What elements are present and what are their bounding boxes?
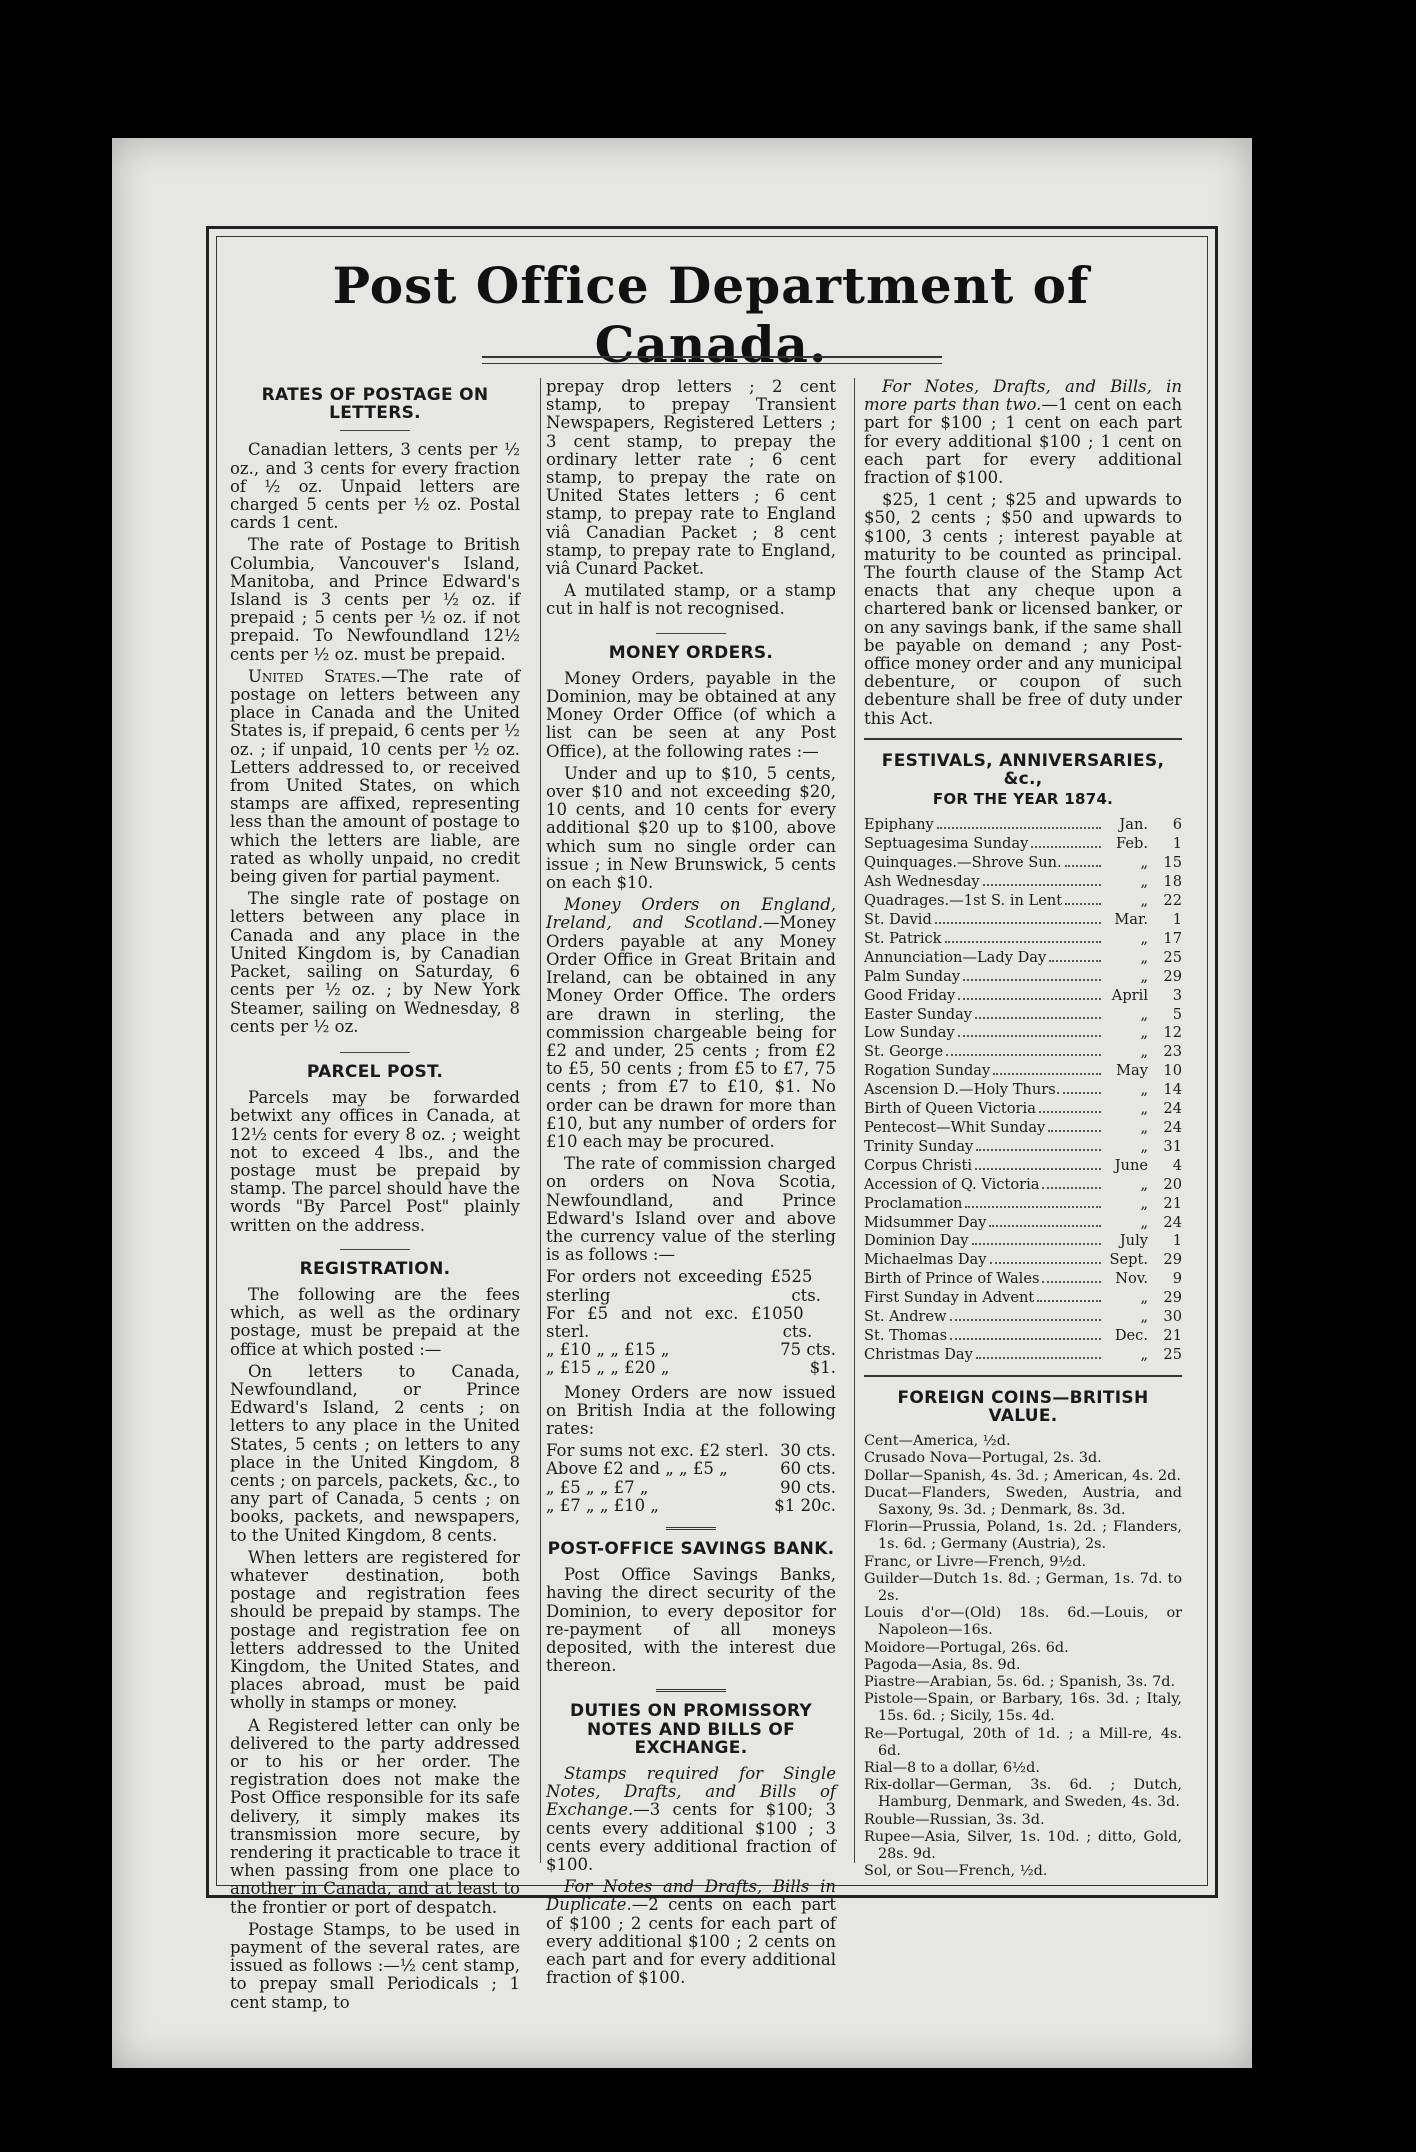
festival-row [864,987,1182,1006]
money-orders-heading: MONEY ORDERS. [608,642,774,663]
coin-entry: Louis d'or—(Old) 18s. 6d.—Louis, or Napoleon—16s. [864,1605,1182,1639]
leader-dots [975,1168,1101,1170]
festival-day: 29 [1163,1251,1182,1269]
festival-row [864,1100,1182,1119]
parcel-post-heading: PARCEL POST. [306,1061,444,1082]
festival-month: „ [1140,854,1148,872]
leader-dots [958,1035,1101,1037]
coin-entry: Pistole—Spain, or Barbary, 16s. 3d. ; Italy, 15s. 6d. ; Sicily, 15s. 4d. [864,1691,1182,1725]
festivals-subheading: FOR THE YEAR 1874. [932,790,1114,809]
festival-month: Mar. [1114,911,1148,928]
festival-row [864,1176,1182,1195]
festival-row [864,1346,1182,1365]
festival-day: 6 [1172,816,1182,834]
festival-month: April [1111,986,1148,1004]
money-orders-england-lead: Money Orders on England, Ireland, and Scotland. [546,895,836,933]
coin-entry: Rouble—Russian, 3s. 3d. [864,1811,1045,1828]
festival-day: 31 [1163,1137,1182,1155]
rate-row: For £5 and not exc. £10 sterl. 50 cts. [546,1303,813,1341]
coin-entry: Piastre—Arabian, 5s. 6d. ; Spanish, 3s. 7d. [864,1674,1176,1690]
festival-row [864,873,1182,892]
festival-day: 3 [1172,986,1182,1004]
festival-day: 15 [1163,854,1182,872]
festivals-heading: FESTIVALS, ANNIVERSARIES, &c., [881,750,1165,790]
coin-entry: Guilder—Dutch 1s. 8d. ; German, 1s. 7d. to 2s. [864,1570,1182,1604]
festival-month: „ [1140,892,1148,910]
festival-name: Trinity Sunday [864,1137,974,1155]
title-rule [482,356,942,364]
coin-entry: Rix-dollar—German, 3s. 6d. ; Dutch, Hamburg, Denmark, and Sweden, 4s. 3d. [864,1777,1182,1811]
festival-day: 29 [1163,1289,1182,1307]
festival-month: „ [1140,1213,1148,1231]
coin-entry: Crusado Nova—Portugal, 2s. 3d. [864,1450,1102,1467]
coin-entry: Florin—Prussia, Poland, 1s. 2d. ; Flanders, 1s. 6d. ; Germany (Austria), 2s. [864,1519,1182,1553]
festival-row [864,892,1182,911]
festival-month: „ [1140,929,1148,947]
rates-heading: RATES OF POSTAGE ON LETTERS. [261,385,489,424]
festival-row [864,1062,1182,1081]
leader-dots [950,1338,1101,1340]
rate-row: „ £7 „ „ £10 „ $1 20c. [546,1495,836,1515]
leader-dots [963,979,1101,981]
festival-name: Proclamation [864,1194,963,1212]
festival-name: Rogation Sunday [864,1062,991,1080]
festival-name: Birth of Prince of Wales [864,1270,1040,1288]
section-rule [656,633,726,634]
leader-dots [1039,1111,1101,1113]
festival-day: 29 [1163,967,1182,985]
rates-paragraph-1: Canadian letters, 3 cents per ½ oz., and 3 cents for every fraction of ½ oz. Unpaid letters are charged 5 cents per ½ oz. Postal cards 1 cent. [230,440,520,533]
section-rule [340,430,410,431]
foreign-coins-heading: FOREIGN COINS—BRITISH VALUE. [897,1387,1149,1426]
festival-name: Epiphany [864,816,934,834]
festival-row [864,1138,1182,1157]
duties-single-text: —3 cents for $100; 3 cents every additional $100 ; 3 cents every additional fraction of $100. [546,1800,836,1875]
festival-month: Dec. [1114,1326,1148,1344]
festival-row [864,911,1182,930]
duties-paragraph-4: $25, 1 cent ; $25 and upwards to $50, 2 cents ; $50 and upwards to $100, 3 cents ; interest payable at maturity to be counted as principal. The fourth clause of the Stamp Act enacts that any cheque upon a chartered bank or licensed banker, or on any savings bank, if the same shall be payable on demand ; any Post-office money order and any municipal debenture, or coupon of such debenture shall be free of duty under this Act. [864,490,1182,728]
registration-paragraph-3: When letters are registered for whatever destination, both postage and registration fees should be prepaid by stamps. The postage and registration fee on letters addressed to the United Kingdom, the United States, and places abroad, must be paid wholly in stamps or money. [230,1547,520,1713]
festival-day: 22 [1163,892,1182,910]
festival-name: First Sunday in Advent [864,1289,1035,1307]
coin-entry: Rupee—Asia, Silver, 1s. 10d. ; ditto, Gold, 28s. 9d. [864,1828,1182,1863]
festival-name: Midsummer Day [864,1213,987,1231]
stamps-continued-paragraph: prepay drop letters ; 2 cent stamp, to prepay Transient Newspapers, Registered Letters ; 3 cent stamp, to prepay the ordinary letter rate ; 6 cent stamp, to prepay the rate on United States letters ; 6 cent stamp, to prepay rate to England viâ Canadian Packet ; 8 cent stamp, to prepay rate to England, viâ Cunard Packet. [546,377,836,579]
festival-month: „ [1140,1005,1148,1023]
column-2 [546,378,836,1991]
festival-month: June [1114,1156,1148,1174]
united-states-lead: United States. [248,666,381,686]
duties-paragraph-1 [546,1765,836,1874]
festival-day: 9 [1172,1270,1182,1288]
festival-month: Feb. [1116,835,1148,853]
festival-day: 25 [1163,948,1182,966]
rates-paragraph-2: The rate of Postage to British Columbia, Vancouver's Island, Manitoba, and Prince Edward's Island is 3 cents per ½ oz. if prepaid ; 5 cents per ½ oz. if not prepaid. To Newfoundland 12½ cents per ½ oz. must be prepaid. [230,535,520,664]
festival-row [864,1024,1182,1043]
festival-day: 1 [1172,911,1182,928]
leader-dots [993,1073,1101,1075]
festival-name: Quinquages.—Shrove Sun. [864,854,1062,872]
section-rule [666,1527,716,1530]
rate-row: „ £5 „ „ £7 „ 90 cts. [546,1477,836,1497]
festival-month: „ [1140,967,1148,985]
leader-dots [958,998,1101,1000]
mutilated-stamp-paragraph: A mutilated stamp, or a stamp cut in half is not recognised. [546,581,836,619]
duties-multi-lead: For Notes, Drafts, and Bills, in more parts than two. [864,377,1182,415]
section-rule [864,1375,1182,1377]
column-1 [230,378,520,2016]
coin-entry: Dollar—Spanish, 4s. 3d. ; American, 4s. 2d. [864,1467,1181,1484]
festival-name: Dominion Day [864,1232,969,1250]
leader-dots [976,1357,1101,1359]
festival-day: 25 [1163,1345,1182,1363]
festival-month: May [1116,1062,1148,1080]
festival-row [864,949,1182,968]
festival-day: 21 [1163,1194,1182,1212]
festival-row [864,854,1182,873]
festival-row [864,1270,1182,1289]
leader-dots [937,827,1101,829]
leader-dots [950,1319,1101,1321]
duties-paragraph-3 [864,378,1182,487]
festival-month: Jan. [1119,816,1148,834]
coin-entry: Moidore—Portugal, 26s. 6d. [864,1639,1069,1656]
festival-month: July [1119,1232,1148,1250]
festival-day: 12 [1163,1024,1182,1042]
festival-day: 30 [1163,1308,1182,1326]
festival-month: Nov. [1115,1270,1148,1288]
festival-name: Annunciation—Lady Day [864,948,1047,966]
festival-row [864,816,1182,835]
united-states-text: —The rate of postage on letters between any place in Canada and the United States is, if prepaid, 6 cents per ½ oz. ; if unpaid, 10 cents per ½ oz. Letters addressed to, or received from United States, on which stamps are affixed, representing less than the amount of postage to which the letters are liable, are rated as wholly unpaid, no credit being given for partial payment. [230,666,520,887]
leader-dots [1042,1281,1101,1283]
money-orders-paragraph-3 [546,896,836,1151]
leader-dots [1037,1300,1101,1302]
rates-paragraph-3 [230,668,520,886]
festival-name: Pentecost—Whit Sunday [864,1118,1046,1136]
rate-row: Above £2 and „ „ £5 „ 60 cts. [546,1459,836,1479]
festival-row [864,1232,1182,1251]
festival-row [864,1043,1182,1062]
money-orders-paragraph-2: Under and up to $10, 5 cents, over $10 and not exceeding $20, 10 cents, and 10 cents for every additional $20 up to $100, above which sum no single order can issue ; in New Brunswick, 5 cents on each $10. [546,763,836,893]
festival-day: 24 [1163,1100,1182,1118]
leader-dots [965,1206,1101,1208]
duties-heading: DUTIES ON PROMISSORY NOTES AND BILLS OF EXCHANGE. [569,1701,813,1758]
coin-entry: Ducat—Flanders, Sweden, Austria, and Saxony, 9s. 3d. ; Denmark, 8s. 3d. [864,1484,1182,1518]
document-page [112,138,1252,2068]
festival-name: Michaelmas Day [864,1251,987,1269]
festival-row [864,1119,1182,1138]
festival-name: St. Thomas [864,1326,948,1344]
section-rule [340,1052,410,1053]
leader-dots [1048,1130,1101,1132]
india-rates-table [546,1442,836,1515]
festival-name: Accession of Q. Victoria [864,1175,1040,1193]
festival-row [864,1081,1182,1100]
festival-day: 24 [1163,1118,1182,1136]
festival-day: 24 [1163,1213,1182,1231]
festival-day: 1 [1172,1232,1182,1250]
festival-day: 23 [1163,1043,1182,1061]
festival-row [864,1214,1182,1233]
coin-entry: Rial—8 to a dollar, 6½d. [864,1760,1040,1777]
registration-paragraph-4: A Registered letter can only be delivered to the party addressed or to his or her order. The registration does not make the Post Office responsible for its safe delivery, it simply makes its transmission more secure, by rendering it practicable to trace it when passing from one place to another in Canada, and at least to the frontier or port of despatch. [230,1715,520,1917]
festival-month: „ [1140,1024,1148,1042]
festival-month: „ [1140,948,1148,966]
festival-name: St. Patrick [864,929,942,947]
festival-day: 4 [1172,1156,1182,1174]
festival-month: „ [1140,1175,1148,1193]
duties-duplicate-lead: For Notes and Drafts, Bills in Duplicate. [546,1877,836,1915]
festival-row [864,930,1182,949]
festival-name: St. David [864,911,932,928]
festival-row [864,1195,1182,1214]
coin-entry: Re—Portugal, 20th of 1d. ; a Mill-re, 4s. 6d. [864,1725,1182,1759]
duties-single-lead: Stamps required for Single Notes, Drafts, and Bills of Exchange. [546,1764,836,1820]
festival-month: Sept. [1109,1251,1148,1269]
duties-duplicate-text: —2 cents on each part of $100 ; 2 cents for each part of every additional $100 ; 2 cents on each part and for every additional fraction of $100. [546,1895,836,1988]
duties-paragraph-2 [546,1878,836,1987]
rate-row: For orders not exceeding £5 sterling 25 cts. [546,1267,821,1305]
money-orders-paragraph-5: Money Orders are now issued on British India at the following rates: [546,1382,836,1438]
festival-name: Ascension D.—Holy Thurs. [864,1081,1061,1099]
festival-row [864,1289,1182,1308]
registration-paragraph-5: Postage Stamps, to be used in payment of the several rates, are issued as follows :—½ cent stamp, to prepay small Periodicals ; 1 cent stamp, to [230,1919,520,2012]
money-orders-paragraph-4: The rate of commission charged on orders on Nova Scotia, Newfoundland, and Prince Edward's Island over and above the currency value of the sterling is as follows :— [546,1154,836,1265]
leader-dots [945,941,1101,943]
money-orders-paragraph-1: Money Orders, payable in the Dominion, may be obtained at any Money Order Office (of which a list can be seen at any Post Office), at the following rates :— [546,668,836,761]
festival-name: Birth of Queen Victoria [864,1100,1036,1118]
leader-dots [972,1243,1101,1245]
leader-dots [946,1054,1101,1056]
page-title: Post Office Department of Canada. [332,256,1090,374]
section-rule [340,1249,410,1250]
festival-name: Corpus Christi [864,1156,973,1174]
coin-entry: Sol, or Sou—French, ½d. [864,1863,1048,1880]
leader-dots [935,922,1101,924]
rate-row: „ £10 „ „ £15 „ 75 cts. [546,1340,836,1360]
festival-month: „ [1140,1345,1148,1363]
leader-dots [1049,960,1101,962]
festival-month: „ [1140,1118,1148,1136]
festival-day: 21 [1163,1326,1182,1344]
money-orders-england-text: —Money Orders payable at any Money Order Office in Great Britain and Ireland, can be obtained in any Money Order Office. The orders are drawn in sterling, the commission chargeable being for £2 and under, 25 cents ; from £2 to £5, 50 cents ; from £5 to £7, 75 cents ; from £7 to £10, $1. No order can be drawn for more than £10, but any number of orders for £10 each may be procured. [546,913,836,1151]
festival-row [864,835,1182,854]
festivals-list [864,816,1182,1364]
festival-day: 20 [1163,1175,1182,1193]
festival-day: 10 [1163,1062,1182,1080]
leader-dots [990,1262,1101,1264]
festival-name: Septuagesima Sunday [864,835,1029,853]
festival-name: Good Friday [864,986,956,1004]
festival-month: „ [1140,1289,1148,1307]
leader-dots [976,1149,1101,1151]
festival-row [864,1251,1182,1270]
festival-day: 18 [1163,873,1182,891]
section-rule [656,1689,726,1692]
festival-day: 17 [1163,929,1182,947]
registration-heading: REGISTRATION. [299,1258,451,1279]
section-rule [864,738,1182,740]
coin-entry: Franc, or Livre—French, 9½d. [864,1553,1087,1570]
festival-row [864,1157,1182,1176]
festival-month: „ [1140,1081,1148,1099]
festival-day: 14 [1163,1081,1182,1099]
festival-month: „ [1140,1137,1148,1155]
leader-dots [1063,1092,1101,1094]
leader-dots [1031,846,1101,848]
savings-bank-heading: POST-OFFICE SAVINGS BANK. [547,1538,835,1559]
leader-dots [989,1225,1101,1227]
rate-row: „ £15 „ „ £20 „ $1. [546,1358,836,1378]
duties-multi-text: —1 cent on each part for $100 ; 1 cent on each part for every additional $100 ; 1 cent on each part for every additional fraction of $100. [864,395,1182,488]
coin-entry: Pagoda—Asia, 8s. 9d. [864,1656,1021,1673]
festival-row [864,968,1182,987]
festival-name: St. Andrew [864,1308,947,1326]
festival-row [864,1006,1182,1025]
registration-paragraph-2: On letters to Canada, Newfoundland, or Prince Edward's Island, 2 cents ; on letters to any place in the United States, 5 cents ; on letters to any place in the United Kingdom, 8 cents ; on parcels, packets, &c., to any part of Canada, 5 cents ; on books, packets, and newspapers, to the United Kingdom, 8 cents. [230,1361,520,1545]
festival-name: Palm Sunday [864,967,961,985]
festival-name: Christmas Day [864,1345,973,1363]
festival-month: „ [1140,873,1148,891]
leader-dots [983,884,1101,886]
foreign-coins-list [864,1433,1182,1880]
parcel-post-paragraph: Parcels may be forwarded betwixt any offices in Canada, at 12½ cents for every 8 oz. ; weight not to exceed 4 lbs., and the postage must be prepaid by stamp. The parcel should have the words "By Parcel Post" plainly written on the address. [230,1088,520,1235]
festival-month: „ [1140,1100,1148,1118]
festival-day: 5 [1172,1005,1182,1023]
festival-month: „ [1140,1308,1148,1326]
festival-row [864,1308,1182,1327]
festival-row [864,1327,1182,1346]
column-divider-1 [540,378,541,1863]
column-3 [864,378,1182,1880]
festival-month: „ [1140,1194,1148,1212]
festival-name: Low Sunday [864,1024,955,1042]
leader-dots [975,1017,1101,1019]
festival-name: Ash Wednesday [864,873,980,891]
leader-dots [1042,1187,1101,1189]
coin-entry: Cent—America, ½d. [864,1433,1011,1450]
festival-month: „ [1140,1043,1148,1061]
registration-paragraph-1: The following are the fees which, as well as the ordinary postage, must be prepaid at the office at which posted :— [230,1284,520,1359]
rate-row: For sums not exc. £2 sterl. 30 cts. [546,1441,836,1461]
leader-dots [1065,865,1101,867]
festival-name: Easter Sunday [864,1005,973,1023]
savings-bank-paragraph: Post Office Savings Banks, having the direct security of the Dominion, to every depositor for re-payment of all moneys deposited, with the interest due thereon. [546,1565,836,1676]
festival-day: 1 [1172,835,1182,853]
festival-name: Quadrages.—1st S. in Lent [864,892,1063,910]
commission-rates-table [546,1268,836,1377]
column-divider-2 [854,378,855,1863]
festival-name: St. George [864,1043,944,1061]
rates-paragraph-4: The single rate of postage on letters between any place in Canada and any place in the United Kingdom is, by Canadian Packet, sailing on Saturday, 6 cents per ½ oz. ; by New York Steamer, sailing on Wednesday, 8 cents per ½ oz. [230,889,520,1036]
leader-dots [1065,903,1101,905]
